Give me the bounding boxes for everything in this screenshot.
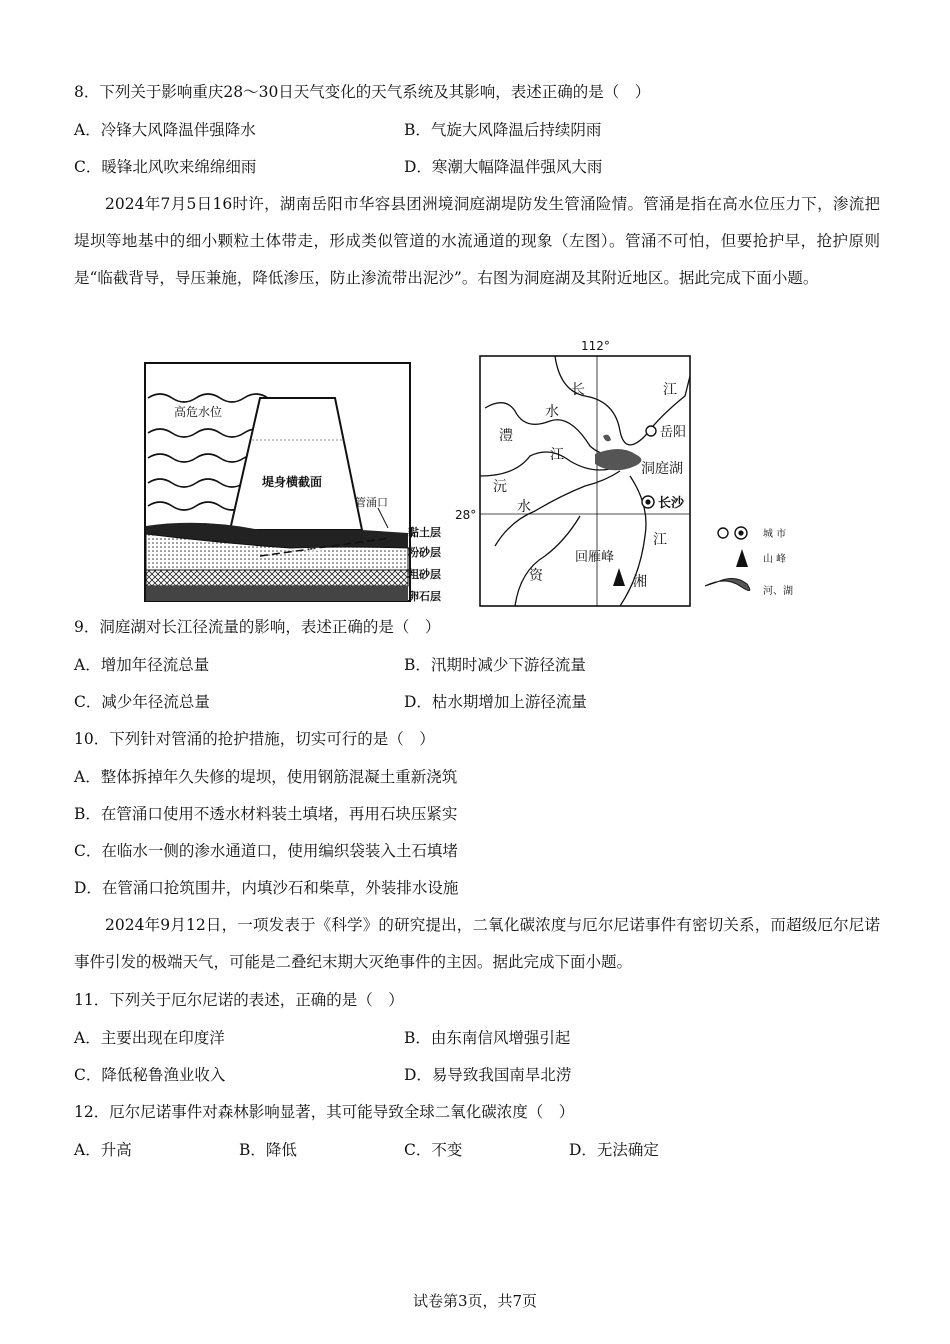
longitude-label: 112° (581, 339, 610, 353)
q8-option-a: A．冷锋大风降温伴强降水 (74, 121, 256, 139)
q9-option-c: C．减少年径流总量 (74, 693, 210, 711)
map-jiang3-label: 江 (653, 532, 667, 548)
q12-option-b: B．降低 (239, 1141, 297, 1159)
dongting-map-figure (455, 336, 815, 608)
q12-option-a: A．升高 (74, 1141, 132, 1159)
q12-option-d: D．无法确定 (569, 1141, 659, 1159)
map-huiyanfeng-label: 回雁峰 (575, 550, 615, 565)
q11-option-d: D．易导致我国南旱北涝 (404, 1066, 572, 1084)
page-footer: 试卷第3页，共7页 (412, 1292, 538, 1310)
water-level-label: 高危水位 (174, 405, 223, 419)
map-chang-label: 长 (571, 382, 585, 398)
q8-option-c: C．暖锋北风吹来绵绵细雨 (74, 158, 257, 176)
q8-stem: 8．下列关于影响重庆28～30日天气变化的天气系统及其影响，表述正确的是（ ） (74, 83, 651, 101)
map-dongtinghu-label: 洞庭湖 (641, 461, 683, 477)
map-changsha-label: 长沙 (658, 496, 685, 511)
q12-option-c: C．不变 (404, 1141, 463, 1159)
drain-label: 排水 (308, 548, 324, 557)
layer-pebble-label: 卵石层 (408, 590, 441, 603)
q10-option-a: A．整体拆掉年久失修的堤坝，使用钢筋混凝土重新浇筑 (74, 768, 458, 786)
legend-peak-icon (736, 549, 748, 567)
passage-piping: 2024年7月5日16时许，湖南岳阳市华容县团洲境洞庭湖堤防发生管涌险情。管涌是指在高水位压力下，渗流把堤坝等地基中的细小颗粒土体带走，形成类似管道的水流通道的现象（左图）。管涌不可怕，但要抢护早，抢护原则是“临截背导，导压兼施，降低渗压，防止渗流带出泥沙”。右图为洞庭湖及其附近地区。据此完成下面小题。 (74, 195, 880, 287)
yueyang-city-icon (646, 426, 656, 436)
q9-stem: 9．洞庭湖对长江径流量的影响，表述正确的是（ ） (74, 618, 441, 636)
map-yueyang-label: 岳阳 (660, 425, 687, 440)
dam-cross-section-figure (140, 358, 441, 608)
legend-city-icon-a (718, 528, 728, 538)
q8-option-d: D．寒潮大幅降温伴强风大雨 (404, 158, 603, 176)
piping-label: 管涌口 (355, 496, 388, 509)
legend-peak-label: 山 峰 (763, 554, 787, 565)
q9-option-b: B．汛期时减少下游径流量 (404, 656, 586, 674)
map-shui2-label: 水 (517, 499, 531, 515)
latitude-label: 28° (455, 508, 477, 522)
layer-silt-label: 粉砂层 (408, 546, 441, 559)
legend-city-label: 城 市 (763, 529, 787, 540)
q10-option-c: C．在临水一侧的渗水通道口，使用编织袋装入土石填堵 (74, 842, 458, 860)
map-yuan-label: 沅 (493, 479, 507, 495)
map-li-label: 澧 (499, 428, 513, 444)
map-xiang-label: 湘 (633, 574, 647, 590)
map-shui1-label: 水 (545, 404, 559, 420)
q12-stem: 12．厄尔尼诺事件对森林影响显著，其可能导致全球二氧化碳浓度（ ） (74, 1103, 575, 1121)
map-jiang2-label: 江 (550, 447, 564, 463)
q10-option-d: D．在管涌口抢筑围井，内填沙石和柴草，外装排水设施 (74, 879, 459, 897)
q11-option-c: C．降低秘鲁渔业收入 (74, 1066, 226, 1084)
legend-river-label: 河、湖 (763, 586, 793, 597)
q9-option-d: D．枯水期增加上游径流量 (404, 693, 587, 711)
map-zi-label: 资 (529, 568, 543, 584)
passage-el-nino: 2024年9月12日，一项发表于《科学》的研究提出，二氧化碳浓度与厄尔尼诺事件有密切关系，而超级厄尔尼诺事件引发的极端天气，可能是二叠纪末期大灭绝事件的主因。据此完成下面小题。 (74, 916, 880, 971)
q8-option-b: B．气旋大风降温后持续阴雨 (404, 121, 602, 139)
q9-option-a: A．增加年径流总量 (74, 656, 210, 674)
q10-stem: 10．下列针对管涌的抢护措施，切实可行的是（ ） (74, 730, 435, 748)
layer-coarse-sand-label: 粗砂层 (408, 568, 441, 581)
legend-river-icon (705, 578, 750, 590)
q11-option-a: A．主要出现在印度洋 (74, 1029, 225, 1047)
q11-option-b: B．由东南信风增强引起 (404, 1029, 571, 1047)
layer-clay-label: 黏土层 (408, 526, 441, 539)
q10-option-b: B．在管涌口使用不透水材料装土填堵，再用石块压紧实 (74, 805, 458, 823)
dam-label: 堤身横截面 (262, 475, 323, 489)
q11-stem: 11．下列关于厄尔尼诺的表述，正确的是（ ） (74, 991, 404, 1009)
map-jiang-top-label: 江 (663, 382, 677, 398)
